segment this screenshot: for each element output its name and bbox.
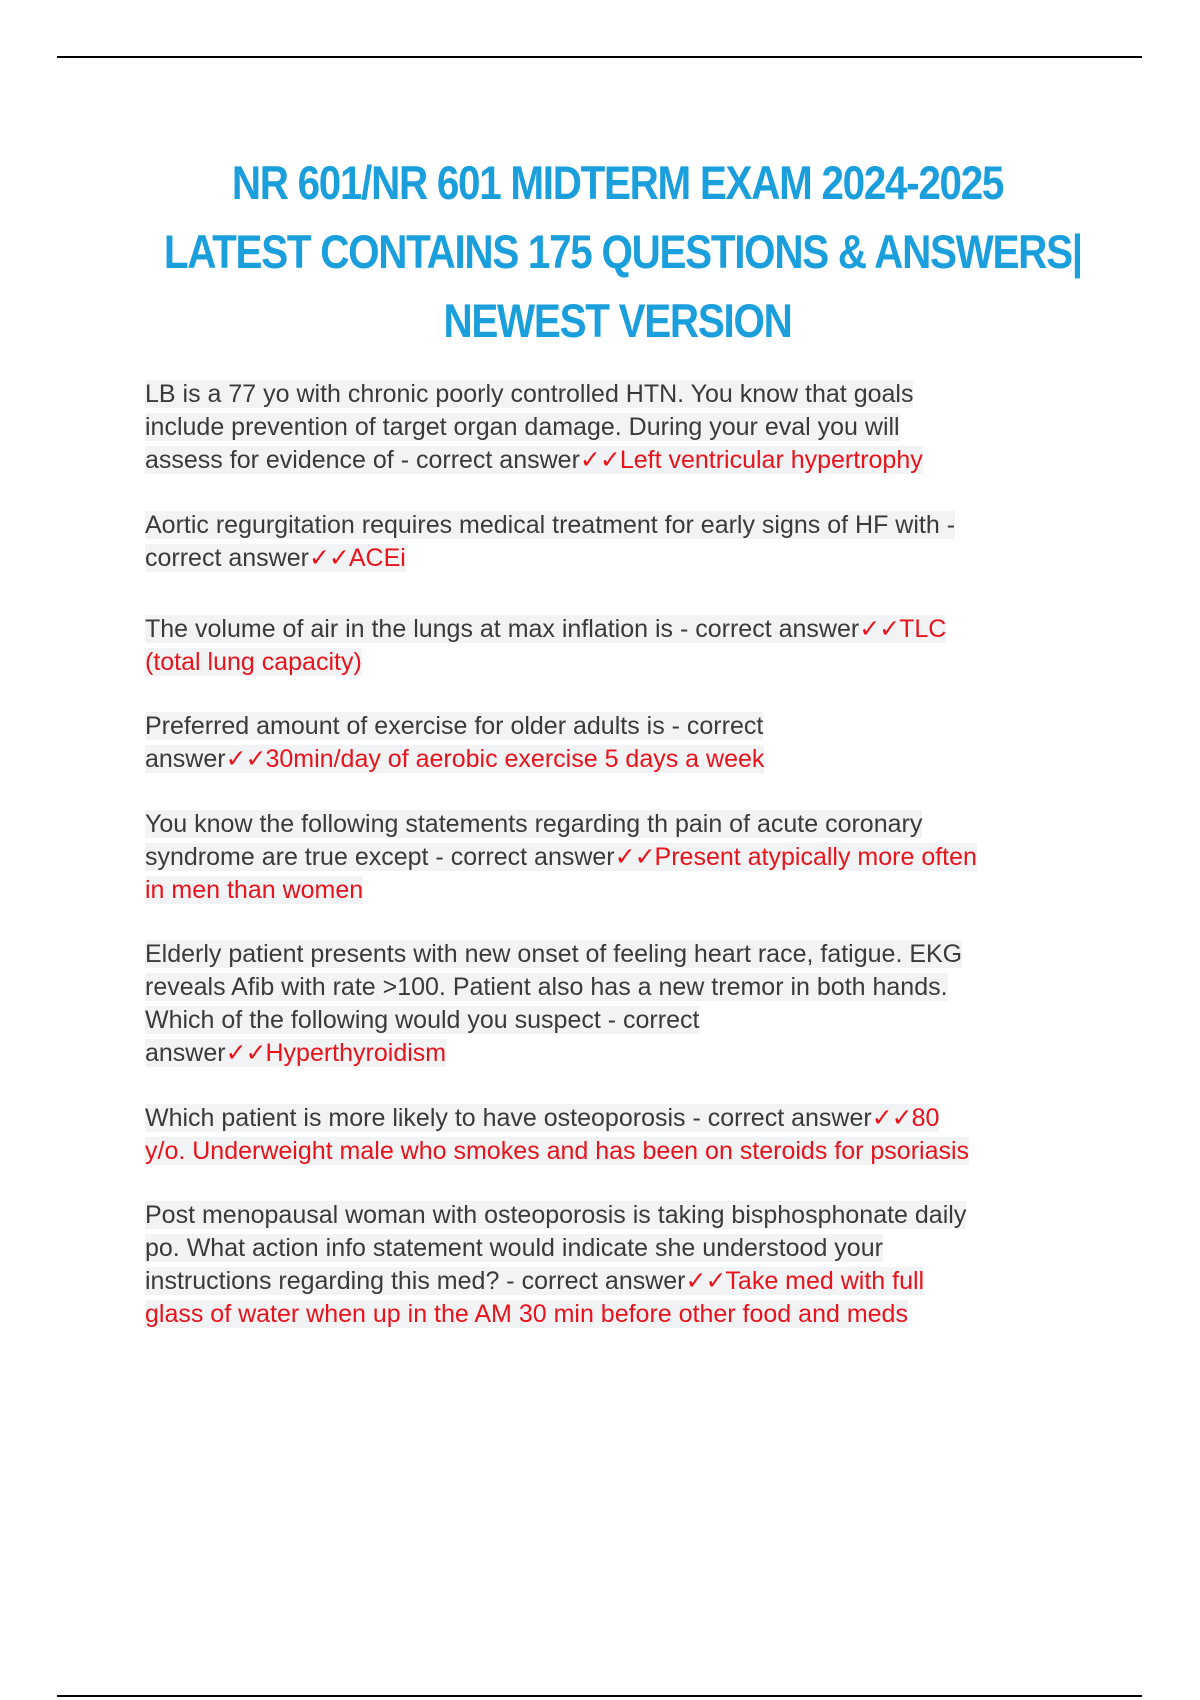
question-text: Post menopausal woman with osteoporosis is taking bisphosphonate daily <box>145 1201 967 1229</box>
check-mark-icon: ✓✓ <box>308 544 349 572</box>
qa-item <box>145 1102 1145 1168</box>
question-text: syndrome are true except - correct answer <box>145 843 615 871</box>
question-text: correct answer <box>145 544 309 572</box>
check-mark-icon: ✓✓ <box>614 843 655 871</box>
question-text: include prevention of target organ damage. During your eval you will <box>145 413 900 441</box>
answer-text: y/o. Underweight male who smokes and has been on steroids for psoriasis <box>145 1137 970 1165</box>
answer-text: ACEi <box>348 544 406 572</box>
document-title <box>163 148 1082 355</box>
answer-text: Present atypically more often <box>654 843 977 871</box>
question-text: Which patient is more likely to have osteoporosis - correct answer <box>145 1104 872 1132</box>
answer-text: in men than women <box>145 876 364 904</box>
question-text: You know the following statements regarding th pain of acute coronary <box>145 810 923 838</box>
answer-text: 30min/day of aerobic exercise 5 days a week <box>265 745 765 773</box>
check-mark-icon: ✓✓ <box>225 1039 266 1067</box>
check-mark-icon: ✓✓ <box>685 1267 726 1295</box>
question-text: The volume of air in the lungs at max inflation is - correct answer <box>145 615 860 643</box>
top-rule <box>57 56 1142 58</box>
answer-text: TLC <box>899 615 947 643</box>
question-text: instructions regarding this med? - correct answer <box>145 1267 686 1295</box>
answer-text: Left ventricular hypertrophy <box>619 446 923 474</box>
question-text: Elderly patient presents with new onset of feeling heart race, fatigue. EKG <box>145 940 963 968</box>
qa-item <box>145 938 1145 1070</box>
answer-text: Take med with full <box>725 1267 925 1295</box>
qa-list <box>145 378 1145 1331</box>
question-text: answer <box>145 1039 226 1067</box>
qa-item <box>145 378 1145 477</box>
question-text: Preferred amount of exercise for older adults is - correct <box>145 712 764 740</box>
qa-item <box>145 613 1145 679</box>
question-text: assess for evidence of - correct answer <box>145 446 580 474</box>
answer-text: 80 <box>911 1104 940 1132</box>
question-text: answer <box>145 745 226 773</box>
question-text: reveals Afib with rate >100. Patient also has a new tremor in both hands. <box>145 973 948 1001</box>
qa-item <box>145 1199 1145 1331</box>
question-text: Aortic regurgitation requires medical treatment for early signs of HF with - <box>145 511 956 539</box>
question-text: LB is a 77 yo with chronic poorly controlled HTN. You know that goals <box>145 380 914 408</box>
qa-item <box>145 808 1145 907</box>
bottom-rule <box>57 1695 1142 1697</box>
answer-text: Hyperthyroidism <box>265 1039 447 1067</box>
question-text: Which of the following would you suspect - correct <box>145 1006 700 1034</box>
check-mark-icon: ✓✓ <box>859 615 900 643</box>
check-mark-icon: ✓✓ <box>225 745 266 773</box>
title-line: NR 601/NR 601 MIDTERM EXAM 2024-2025 <box>231 156 1004 209</box>
check-mark-icon: ✓✓ <box>579 446 620 474</box>
answer-text: glass of water when up in the AM 30 min before other food and meds <box>145 1300 908 1328</box>
title-line: NEWEST VERSION <box>443 294 792 347</box>
qa-item <box>145 509 1145 575</box>
answer-text: (total lung capacity) <box>145 648 362 676</box>
title-line: LATEST CONTAINS 175 QUESTIONS & ANSWERS| <box>163 225 1082 278</box>
qa-item <box>145 710 1145 776</box>
question-text: po. What action info statement would indicate she understood your <box>145 1234 883 1262</box>
check-mark-icon: ✓✓ <box>871 1104 912 1132</box>
